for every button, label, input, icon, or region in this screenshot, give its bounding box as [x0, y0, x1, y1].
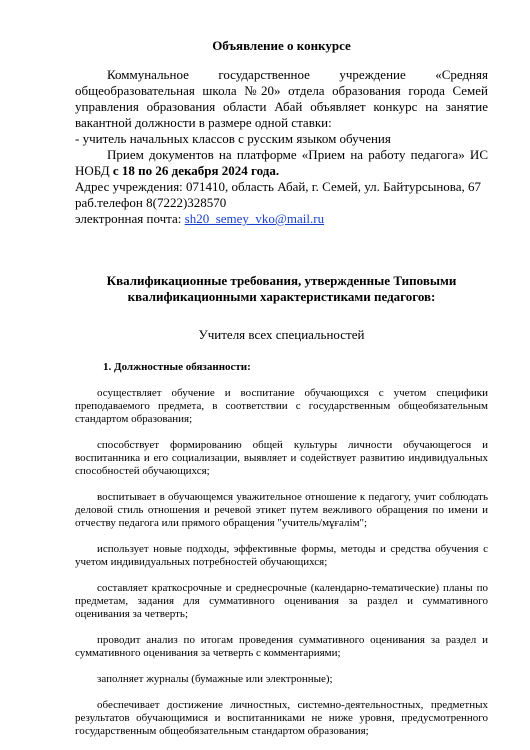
- announcement-title: Объявление о конкурсе: [212, 38, 351, 53]
- section-title: 1. Должностные обязанности:: [103, 361, 251, 373]
- list-item: осуществляет обучение и воспитание обучающихся с учетом специфики преподаваемого предмета, в соответствии с государственным общеобязательным стандартом образования;: [75, 387, 488, 425]
- email-link[interactable]: sh20_semey_vko@mail.ru: [184, 211, 325, 226]
- requirements-heading: [75, 273, 488, 305]
- requirements-heading-line1: Квалификационные требования, утвержденные Типовыми: [106, 273, 457, 288]
- list-item: проводит анализ по итогам проведения суммативного оценивания за раздел и суммативного оценивания за четверть с комментариями;: [75, 634, 488, 659]
- phone-line: раб.телефон 8(7222)328570: [75, 195, 227, 210]
- announcement-intro: Коммунальное государственное учреждение «Средняя общеобразовательная школа №20» отдела образования города Семей управления образования области Абай объявляет конкурс на занятие вакантной должности в размере одной ставки:: [75, 67, 488, 130]
- vacancy-line: - учитель начальных классов с русским языком обучения: [75, 131, 391, 146]
- requirements-heading-line2: квалификационными характеристиками педагогов:: [127, 289, 436, 304]
- documents-text: Прием документов на платформе «Прием на работу педагога» ИС НОБД: [75, 147, 488, 178]
- list-item: составляет краткосрочные и среднесрочные (календарно-тематические) планы по предметам, задания для суммативного оценивания за раздел и суммативного оценивания за четверть;: [75, 582, 488, 620]
- document-page: [75, 38, 488, 738]
- list-item: заполняет журналы (бумажные или электронные);: [97, 673, 333, 685]
- list-item: обеспечивает достижение личностных, системно-деятельностных, предметных результатов обучающимися и воспитанниками не ниже уровня, предусмотренного государственным общеобязательным стандартом образования;: [75, 699, 488, 737]
- documents-paragraph: [75, 147, 488, 179]
- email-line: [75, 211, 488, 227]
- documents-dates: с 18 по 26 декабря 2024 года.: [112, 163, 280, 178]
- list-item: использует новые подходы, эффективные формы, методы и средства обучения с учетом индивидуальных потребностей обучающихся;: [75, 543, 488, 568]
- email-label: электронная почта:: [75, 211, 185, 226]
- duties-list: [75, 387, 488, 738]
- address-line: Адрес учреждения: 071410, область Абай, г. Семей, ул. Байтурсынова, 67: [75, 179, 482, 194]
- requirements-subheading: Учителя всех специальностей: [198, 327, 365, 342]
- list-item: воспитывает в обучающемся уважительное отношение к педагогу, учит соблюдать деловой стиль отношения и речевой этикет путем вежливого обращения по имени и отчеству педагога или прямого обращения "учитель/мұғалім";: [75, 491, 488, 529]
- list-item: способствует формированию общей культуры личности обучающегося и воспитанника и его социализации, выявляет и содействует развитию индивидуальных способностей обучающихся;: [75, 439, 488, 477]
